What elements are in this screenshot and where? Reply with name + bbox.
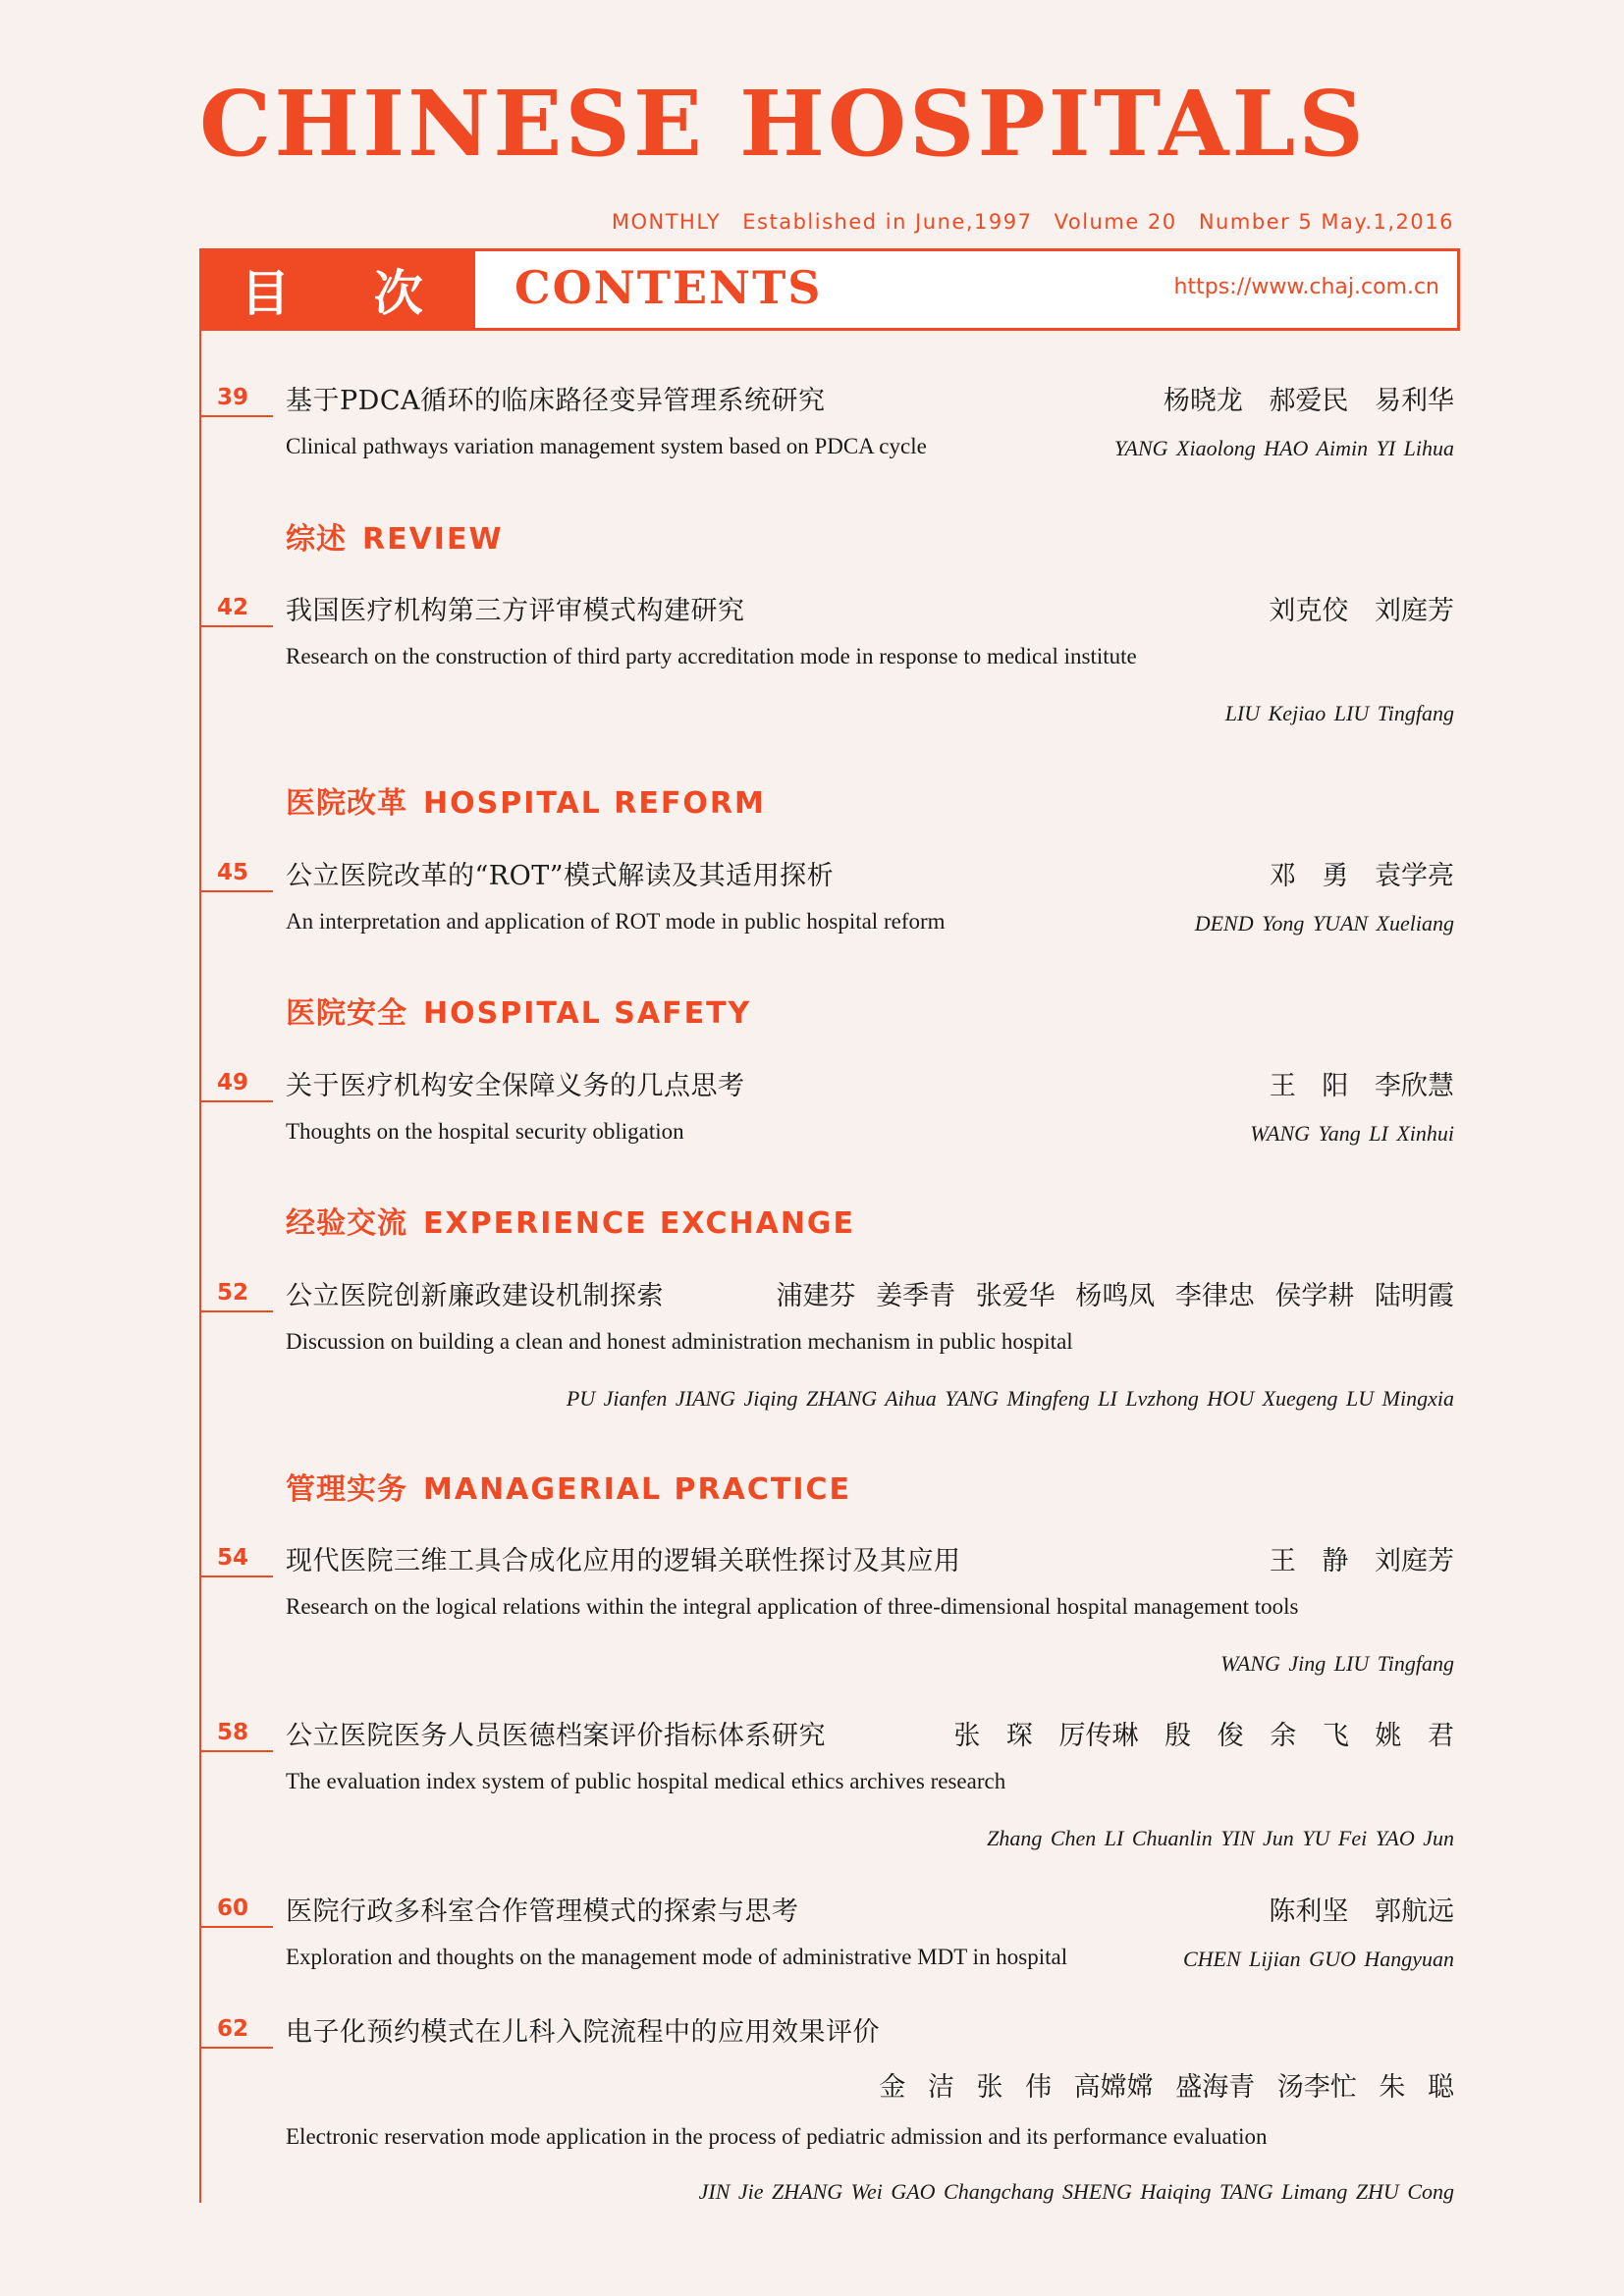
title-en: Discussion on building a clean and honest administration mechanism in public hospital bbox=[286, 1329, 1073, 1354]
issue-info bbox=[598, 210, 1454, 234]
entry-tick bbox=[199, 1100, 273, 1102]
title-en: Clinical pathways variation management system based on PDCA cycle bbox=[286, 434, 927, 458]
authors-en: DEND Yong YUAN Xueliang bbox=[1194, 911, 1454, 935]
section-header-hospital-reform bbox=[286, 778, 766, 822]
authors-cn: 陈利坚 郭航远 bbox=[1269, 1896, 1454, 1927]
title-en: An interpretation and application of ROT mode in public hospital reform bbox=[286, 909, 946, 934]
page-number: 58 bbox=[217, 1720, 249, 1745]
entry-tick bbox=[199, 1750, 273, 1752]
title-en: Research on the logical relations within the integral application of three-dimensional hospital management tools bbox=[286, 1594, 1299, 1619]
authors-cn: 王 阳 李欣慧 bbox=[1269, 1071, 1454, 1101]
authors-en: WANG Yang LI Xinhui bbox=[1250, 1121, 1454, 1146]
page-number: 45 bbox=[217, 860, 249, 885]
title-cn: 电子化预约模式在儿科入院流程中的应用效果评价 bbox=[286, 2017, 880, 2048]
number-date: Number 5 May.1,2016 bbox=[1198, 210, 1454, 234]
title-en: Electronic reservation mode application in the process of pediatric admission and its performance evaluation bbox=[286, 2124, 1268, 2149]
title-cn: 公立医院改革的“ROT”模式解读及其适用探析 bbox=[286, 861, 835, 891]
section-en: HOSPITAL REFORM bbox=[423, 786, 766, 821]
title-en: The evaluation index system of public hospital medical ethics archives research bbox=[286, 1769, 1006, 1793]
contents-cn-label: 目 次 bbox=[202, 251, 475, 328]
authors-cn: 刘克佼 刘庭芳 bbox=[1269, 596, 1454, 626]
authors-cn: 张 琛 厉传琳 殷 俊 余 飞 姚 君 bbox=[953, 1721, 1454, 1751]
title-cn: 现代医院三维工具合成化应用的逻辑关联性探讨及其应用 bbox=[286, 1546, 961, 1576]
page-number: 60 bbox=[217, 1896, 249, 1921]
title-cn: 医院行政多科室合作管理模式的探索与思考 bbox=[286, 1896, 799, 1927]
entry-tick bbox=[199, 1575, 273, 1577]
title-cn: 我国医疗机构第三方评审模式构建研究 bbox=[286, 596, 745, 626]
entry-tick bbox=[199, 890, 273, 892]
section-header-managerial-practice bbox=[286, 1465, 851, 1508]
entry-tick bbox=[199, 625, 273, 627]
section-en: HOSPITAL SAFETY bbox=[423, 996, 752, 1031]
page-number: 52 bbox=[217, 1280, 249, 1306]
entry-tick bbox=[199, 1926, 273, 1928]
section-en: MANAGERIAL PRACTICE bbox=[423, 1472, 852, 1507]
authors-cn: 杨晓龙 郝爱民 易利华 bbox=[1163, 386, 1454, 416]
section-cn: 综述 bbox=[286, 522, 347, 557]
section-en: REVIEW bbox=[362, 522, 504, 557]
authors-cn: 邓 勇 袁学亮 bbox=[1269, 861, 1454, 891]
title-cn: 基于PDCA循环的临床路径变异管理系统研究 bbox=[286, 386, 826, 416]
title-cn: 公立医院创新廉政建设机制探索 bbox=[286, 1281, 664, 1311]
title-cn: 关于医疗机构安全保障义务的几点思考 bbox=[286, 1071, 745, 1101]
volume: Volume 20 bbox=[1054, 210, 1177, 234]
title-en: Research on the construction of third party accreditation mode in response to medical institute bbox=[286, 644, 1137, 668]
authors-cn: 金 洁 张 伟 高嫦嫦 盛海青 汤李忙 朱 聪 bbox=[879, 2072, 1454, 2103]
section-cn: 医院安全 bbox=[286, 996, 407, 1031]
title-en: Thoughts on the hospital security obligation bbox=[286, 1119, 684, 1144]
authors-en: CHEN Lijian GUO Hangyuan bbox=[1182, 1947, 1454, 1971]
vertical-rule bbox=[199, 328, 201, 2203]
frequency: MONTHLY bbox=[611, 210, 722, 234]
entry-tick bbox=[199, 415, 273, 417]
section-header-hospital-safety bbox=[286, 988, 751, 1032]
title-en: Exploration and thoughts on the management mode of administrative MDT in hospital bbox=[286, 1945, 1068, 1969]
authors-en: LIU Kejiao LIU Tingfang bbox=[1224, 701, 1454, 725]
section-header-experience-exchange bbox=[286, 1199, 855, 1242]
title-cn: 公立医院医务人员医德档案评价指标体系研究 bbox=[286, 1721, 826, 1751]
section-en: EXPERIENCE EXCHANGE bbox=[423, 1206, 856, 1241]
journal-title: CHINESE HOSPITALS bbox=[199, 71, 1367, 177]
authors-en: JIN Jie ZHANG Wei GAO Changchang SHENG Haiqing TANG Limang ZHU Cong bbox=[698, 2179, 1454, 2204]
section-cn: 经验交流 bbox=[286, 1206, 407, 1241]
authors-en: WANG Jing LIU Tingfang bbox=[1220, 1651, 1454, 1676]
authors-en: YANG Xiaolong HAO Aimin YI Lihua bbox=[1113, 436, 1454, 460]
contents-bar bbox=[199, 248, 1460, 331]
section-header-review bbox=[286, 514, 504, 558]
entry-tick bbox=[199, 2047, 273, 2049]
established: Established in June,1997 bbox=[742, 210, 1033, 234]
section-cn: 管理实务 bbox=[286, 1472, 407, 1507]
section-cn: 医院改革 bbox=[286, 786, 407, 821]
authors-en: PU Jianfen JIANG Jiqing ZHANG Aihua YANG Mingfeng LI Lvzhong HOU Xuegeng LU Mingxia bbox=[566, 1386, 1454, 1411]
contents-en-label: CONTENTS bbox=[514, 261, 823, 314]
page-number: 39 bbox=[217, 385, 249, 410]
authors-en: Zhang Chen LI Chuanlin YIN Jun YU Fei YAO Jun bbox=[987, 1826, 1454, 1850]
authors-cn: 王 静 刘庭芳 bbox=[1269, 1546, 1454, 1576]
journal-url[interactable]: https://www.chaj.com.cn bbox=[1173, 275, 1439, 299]
page-number: 54 bbox=[217, 1545, 249, 1571]
page-number: 62 bbox=[217, 2016, 249, 2042]
page-number: 49 bbox=[217, 1070, 249, 1095]
entry-tick bbox=[199, 1310, 273, 1312]
authors-cn: 浦建芬 姜季青 张爱华 杨鸣凤 李律忠 侯学耕 陆明霞 bbox=[776, 1281, 1454, 1311]
page-number: 42 bbox=[217, 595, 249, 620]
